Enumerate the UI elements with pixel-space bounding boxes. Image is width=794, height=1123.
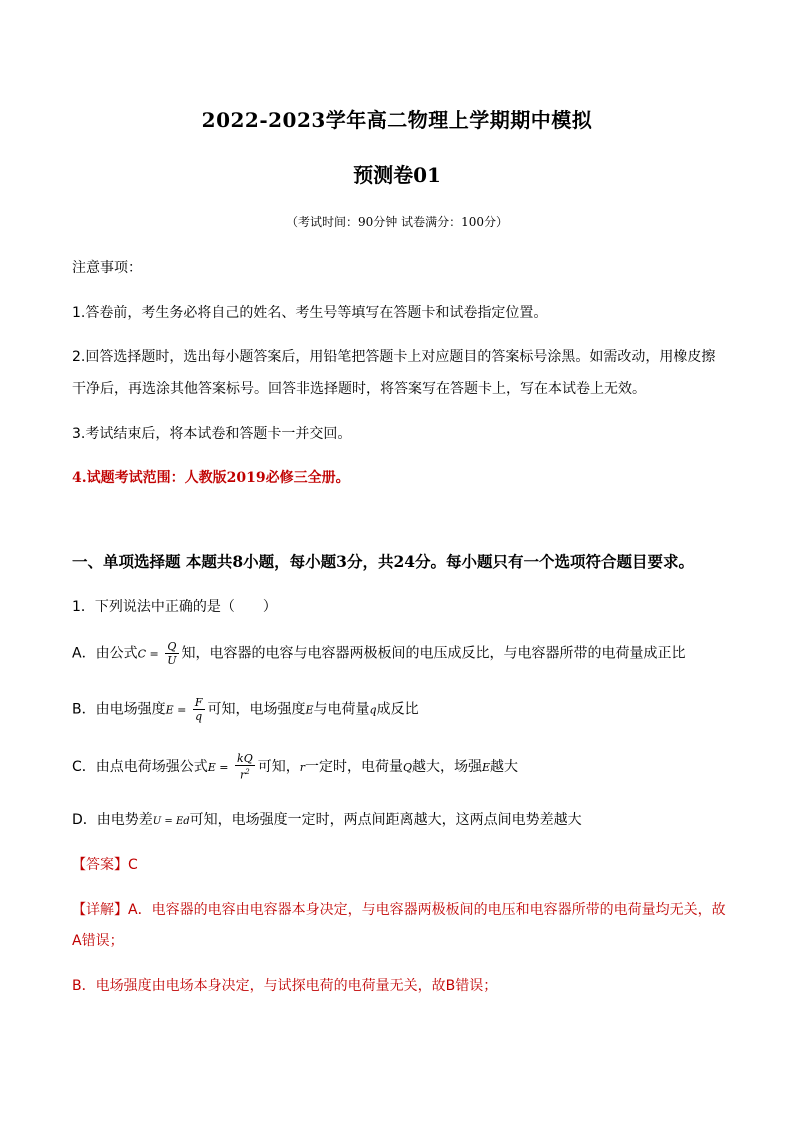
page-title: 2022-2023学年高二物理上学期期中模拟: [201, 108, 593, 132]
page-subtitle: 预测卷01: [353, 163, 441, 187]
note-item-2-line-1: 2.回答选择题时，选出每小题答案后，用铅笔把答题卡上对应题目的答案标号涂黑。如需改动，用橡皮擦: [72, 349, 716, 365]
formula-fraction: $\frac{F}{q}$: [194, 696, 203, 723]
option-b: B．由电场强度E = $\frac{F}{q}$ 可知，电场强度E与电荷量q成反比: [72, 696, 419, 723]
note-item-2-line-2: 干净后，再选涂其他答案标号。回答非选择题时，将答案写在答题卡上，写在本试卷上无效。: [72, 381, 646, 397]
section-heading: 一、单项选择题 本题共8小题，每小题3分，共24分。每小题只有一个选项符合题目要求。: [72, 552, 695, 571]
detail-line-1: 【详解】A．电容器的电容由电容器本身决定，与电容器两极板间的电压和电容器所带的电荷量均无关，故: [72, 902, 726, 918]
detail-line-2: A错误；: [72, 933, 124, 949]
question-stem: 1．下列说法中正确的是（ ）: [72, 599, 277, 615]
option-d: D．由电势差U = Ed可知，电场强度一定时，两点间距离越大，这两点间电势差越大: [72, 812, 582, 828]
answer-label: 【答案】C: [72, 857, 138, 873]
exam-info: （考试时间：90分钟 试卷满分：100分）: [286, 215, 508, 229]
note-item-3: 3.考试结束后，将本试卷和答题卡一并交回。: [72, 426, 352, 442]
formula-fraction: $\frac{kQ}{r^2}$: [237, 752, 253, 782]
note-item-4: 4.试题考试范围：人教版2019必修三全册。: [72, 470, 350, 486]
notes-heading: 注意事项：: [72, 260, 142, 276]
note-item-1: 1.答卷前，考生务必将自己的姓名、考生号等填写在答题卡和试卷指定位置。: [72, 305, 548, 321]
option-c: C．由点电荷场强公式E = $\frac{kQ}{r^2}$ 可知，r一定时，电荷量Q越大，场强E越大: [72, 752, 519, 782]
formula-fraction: $\frac{Q}{U}$: [167, 640, 177, 667]
option-a: A．由公式C = $\frac{Q}{U}$ 知，电容器的电容与电容器两极板间的电压成反比，与电容器所带的电荷量成正比: [72, 640, 686, 667]
detail-line-3: B．电场强度由电场本身决定，与试探电荷的电荷量无关，故B错误；: [72, 978, 498, 994]
